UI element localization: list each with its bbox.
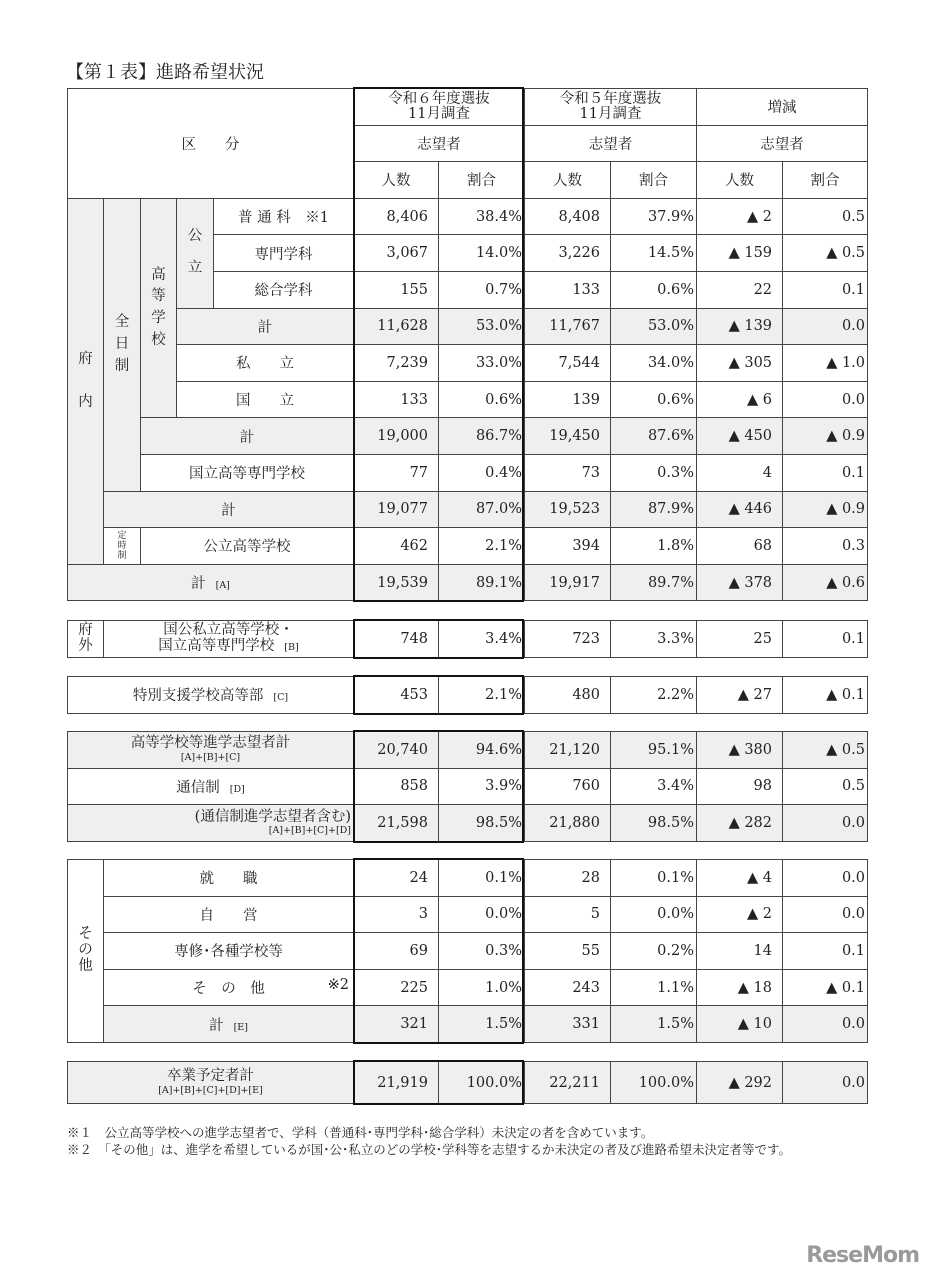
diff-ninzu-cell: ▲ 292 xyxy=(697,1062,783,1104)
row-label: 専門学科 xyxy=(214,235,354,272)
row-label: 総合学科 xyxy=(214,271,354,308)
r5-ninzu-cell: 22,211 xyxy=(525,1062,611,1104)
r5-wariai-cell: 98.5% xyxy=(611,805,697,842)
r6-ninzu-cell: 858 xyxy=(354,768,439,805)
funai-label: 府 内 xyxy=(68,198,104,564)
r6-wariai-cell: 33.0% xyxy=(439,345,525,382)
r6-ninzu-cell: 19,539 xyxy=(354,564,439,601)
table-row xyxy=(68,308,868,345)
diff-wariai-cell: 0.0 xyxy=(783,1062,868,1104)
table-row xyxy=(68,933,868,970)
diff-wariai-cell: 0.5 xyxy=(783,198,868,235)
r5-ninzu-cell: 8,408 xyxy=(525,198,611,235)
table-row xyxy=(68,345,868,382)
r6-wariai-cell: 1.5% xyxy=(439,1006,525,1043)
r5-ninzu-cell: 133 xyxy=(525,271,611,308)
koto-label: 高 等 学 校 xyxy=(141,198,177,418)
footnote-1: ※１ 公立高等学校への進学志望者で、学科（普通科･専門学科･総合学科）未決定の者を含めています。 xyxy=(67,1125,654,1140)
tag-b: [B] xyxy=(284,641,299,653)
diff-ninzu-cell: ▲ 450 xyxy=(697,418,783,455)
diff-ninzu-cell: ▲ 2 xyxy=(697,896,783,933)
r5-ninzu-cell: 11,767 xyxy=(525,308,611,345)
r5-wariai-cell: 2.2% xyxy=(611,677,697,714)
wariai-header: 割合 xyxy=(611,162,697,199)
table-row xyxy=(68,621,868,658)
row-label: 普 通 科 ※1 xyxy=(214,198,354,235)
row-label: 高等学校等進学志望者計 [A]+[B]+[C] xyxy=(68,732,354,769)
row-label: 国立高等専門学校 xyxy=(141,454,354,491)
row-label: 通信制 [D] xyxy=(68,768,354,805)
shibosha-header: 志望者 xyxy=(354,125,525,162)
r5-wariai-cell: 1.5% xyxy=(611,1006,697,1043)
r5-ninzu-cell: 331 xyxy=(525,1006,611,1043)
row-label: 自 営 xyxy=(104,896,354,933)
r5-ninzu-cell: 723 xyxy=(525,621,611,658)
diff-ninzu-cell: ▲ 18 xyxy=(697,969,783,1006)
sonota-block xyxy=(67,859,867,1043)
row-label: 就 職 xyxy=(104,860,354,897)
r5-wariai-cell: 53.0% xyxy=(611,308,697,345)
r6-wariai-cell: 2.1% xyxy=(439,528,525,565)
diff-ninzu-cell: 68 xyxy=(697,528,783,565)
diff-wariai-cell: 0.1 xyxy=(783,454,868,491)
ninzu-header: 人数 xyxy=(525,162,611,199)
tag-a: [A] xyxy=(215,580,230,592)
r5-ninzu-cell: 19,917 xyxy=(525,564,611,601)
r6-wariai-cell: 0.4% xyxy=(439,454,525,491)
koritsu-label: 公 立 xyxy=(177,198,214,308)
diff-ninzu-cell: ▲ 4 xyxy=(697,860,783,897)
r5-ninzu-cell: 21,120 xyxy=(525,732,611,769)
wariai-header: 割合 xyxy=(439,162,525,199)
diff-wariai-cell: ▲ 0.1 xyxy=(783,677,868,714)
footnote-2: ※２ 「その他」は、進学を希望しているが国･公･私立のどの学校･学科等を志望するか未決定の者及び進路希望未決定者等です。 xyxy=(67,1142,792,1157)
table-row xyxy=(68,1006,868,1043)
row-label: 公立高等学校 xyxy=(141,528,354,565)
table-row xyxy=(68,768,868,805)
row-label: 計 [A] xyxy=(68,564,354,601)
table-row xyxy=(68,805,868,842)
r5-wariai-cell: 3.4% xyxy=(611,768,697,805)
table-row xyxy=(68,969,868,1006)
r5-ninzu-cell: 243 xyxy=(525,969,611,1006)
table-row xyxy=(68,528,868,565)
r6-wariai-cell: 0.0% xyxy=(439,896,525,933)
r5-ninzu-cell: 3,226 xyxy=(525,235,611,272)
zennichi-label: 全 日 制 xyxy=(104,198,141,491)
r6-wariai-cell: 94.6% xyxy=(439,732,525,769)
r6-ninzu-cell: 462 xyxy=(354,528,439,565)
table-row xyxy=(68,491,868,528)
r6-wariai-cell: 38.4% xyxy=(439,198,525,235)
diff-wariai-cell: 0.0 xyxy=(783,896,868,933)
r6-ninzu-cell: 3,067 xyxy=(354,235,439,272)
diff-wariai-cell: 0.1 xyxy=(783,621,868,658)
diff-wariai-cell: ▲ 1.0 xyxy=(783,345,868,382)
diff-wariai-cell: 0.3 xyxy=(783,528,868,565)
table-row xyxy=(68,454,868,491)
row-label: 特別支援学校高等部 [C] xyxy=(68,677,354,714)
r6-wariai-cell: 1.0% xyxy=(439,969,525,1006)
r5-wariai-cell: 100.0% xyxy=(611,1062,697,1104)
r6-wariai-cell: 87.0% xyxy=(439,491,525,528)
tokubetsu-block xyxy=(67,676,867,714)
main-block xyxy=(67,88,867,601)
diff-ninzu-cell: ▲ 139 xyxy=(697,308,783,345)
r6-ninzu-cell: 453 xyxy=(354,677,439,714)
r5-ninzu-cell: 394 xyxy=(525,528,611,565)
teiji-label: 定 時 制 xyxy=(104,528,141,565)
r6-wariai-cell: 98.5% xyxy=(439,805,525,842)
r5-ninzu-cell: 21,880 xyxy=(525,805,611,842)
r5-ninzu-cell: 7,544 xyxy=(525,345,611,382)
diff-ninzu-cell: 14 xyxy=(697,933,783,970)
diff-ninzu-cell: ▲ 380 xyxy=(697,732,783,769)
diff-wariai-cell: 0.0 xyxy=(783,805,868,842)
r5-wariai-cell: 87.6% xyxy=(611,418,697,455)
row-label: 計 xyxy=(104,491,354,528)
r5-wariai-cell: 1.8% xyxy=(611,528,697,565)
row-label: そ の 他 ※2 xyxy=(104,969,354,1006)
r6-ninzu-cell: 19,077 xyxy=(354,491,439,528)
table-row xyxy=(68,564,868,601)
r6-ninzu-cell: 155 xyxy=(354,271,439,308)
r6-wariai-cell: 100.0% xyxy=(439,1062,525,1104)
table-row xyxy=(68,1062,868,1104)
ninzu-header: 人数 xyxy=(354,162,439,199)
r6-wariai-cell: 86.7% xyxy=(439,418,525,455)
r5-wariai-cell: 1.1% xyxy=(611,969,697,1006)
r5-header-sub: 11月調査 xyxy=(579,105,642,122)
r5-ninzu-cell: 5 xyxy=(525,896,611,933)
diff-ninzu-cell: 98 xyxy=(697,768,783,805)
r6-ninzu-cell: 8,406 xyxy=(354,198,439,235)
table-title: 【第１表】進路希望状況 xyxy=(66,62,264,83)
diff-wariai-cell: ▲ 0.6 xyxy=(783,564,868,601)
r6-ninzu-cell: 69 xyxy=(354,933,439,970)
table-row xyxy=(68,677,868,714)
diff-wariai-cell: 0.0 xyxy=(783,860,868,897)
row-label: 国立高等専門学校 xyxy=(158,637,275,654)
row-label: (通信制進学志望者含む) [A]+[B]+[C]+[D] xyxy=(68,805,354,842)
r6-wariai-cell: 0.3% xyxy=(439,933,525,970)
diff-ninzu-cell: ▲ 446 xyxy=(697,491,783,528)
table-row xyxy=(68,732,868,769)
r5-header: 令和５年度選抜 xyxy=(559,90,662,107)
ninzu-header: 人数 xyxy=(697,162,783,199)
r5-wariai-cell: 14.5% xyxy=(611,235,697,272)
r6-wariai-cell: 3.9% xyxy=(439,768,525,805)
table-row xyxy=(68,198,868,235)
r6-ninzu-cell: 21,598 xyxy=(354,805,439,842)
diff-wariai-cell: 0.0 xyxy=(783,1006,868,1043)
r5-ninzu-cell: 28 xyxy=(525,860,611,897)
r5-ninzu-cell: 73 xyxy=(525,454,611,491)
r6-ninzu-cell: 321 xyxy=(354,1006,439,1043)
sotsugyo-block xyxy=(67,1061,867,1104)
row-label: 計 [E] xyxy=(104,1006,354,1043)
r5-wariai-cell: 37.9% xyxy=(611,198,697,235)
tag-c: [C] xyxy=(273,692,289,704)
r6-ninzu-cell: 225 xyxy=(354,969,439,1006)
row-label: 国 立 xyxy=(177,381,354,418)
shingaku-block xyxy=(67,731,867,842)
table-row xyxy=(68,381,868,418)
r6-ninzu-cell: 748 xyxy=(354,621,439,658)
r6-wariai-cell: 0.1% xyxy=(439,860,525,897)
resemom-logo: ReseMom xyxy=(806,1243,919,1268)
table-row xyxy=(68,860,868,897)
r5-wariai-cell: 0.6% xyxy=(611,381,697,418)
diff-wariai-cell: 0.5 xyxy=(783,768,868,805)
r5-ninzu-cell: 55 xyxy=(525,933,611,970)
r5-wariai-cell: 95.1% xyxy=(611,732,697,769)
diff-ninzu-cell: ▲ 282 xyxy=(697,805,783,842)
table-row xyxy=(68,896,868,933)
diff-wariai-cell: 0.1 xyxy=(783,933,868,970)
diff-ninzu-cell: ▲ 10 xyxy=(697,1006,783,1043)
row-label: 専修･各種学校等 xyxy=(104,933,354,970)
r6-ninzu-cell: 24 xyxy=(354,860,439,897)
row-label: 計 xyxy=(177,308,354,345)
r6-wariai-cell: 0.6% xyxy=(439,381,525,418)
r6-ninzu-cell: 7,239 xyxy=(354,345,439,382)
fugai-block xyxy=(67,620,867,658)
r6-header: 令和６年度選抜 xyxy=(388,90,490,107)
r5-wariai-cell: 0.1% xyxy=(611,860,697,897)
kubun-header: 区 分 xyxy=(68,89,354,199)
row-label: 計 xyxy=(141,418,354,455)
r6-ninzu-cell: 20,740 xyxy=(354,732,439,769)
shibosha-header: 志望者 xyxy=(525,125,697,162)
row-label: 私 立 xyxy=(177,345,354,382)
diff-ninzu-cell: ▲ 159 xyxy=(697,235,783,272)
diff-wariai-cell: 0.1 xyxy=(783,271,868,308)
tag-e: [E] xyxy=(233,1021,248,1033)
r6-wariai-cell: 3.4% xyxy=(439,621,525,658)
diff-wariai-cell: ▲ 0.9 xyxy=(783,418,868,455)
r5-wariai-cell: 0.2% xyxy=(611,933,697,970)
wariai-header: 割合 xyxy=(783,162,868,199)
r6-ninzu-cell: 77 xyxy=(354,454,439,491)
r5-wariai-cell: 0.3% xyxy=(611,454,697,491)
diff-wariai-cell: ▲ 0.5 xyxy=(783,235,868,272)
r5-ninzu-cell: 139 xyxy=(525,381,611,418)
r6-ninzu-cell: 21,919 xyxy=(354,1062,439,1104)
r5-ninzu-cell: 760 xyxy=(525,768,611,805)
r6-ninzu-cell: 19,000 xyxy=(354,418,439,455)
r6-ninzu-cell: 11,628 xyxy=(354,308,439,345)
row-label: 国公私立高等学校・ xyxy=(163,621,294,638)
r6-wariai-cell: 89.1% xyxy=(439,564,525,601)
r6-wariai-cell: 2.1% xyxy=(439,677,525,714)
diff-ninzu-cell: 4 xyxy=(697,454,783,491)
diff-wariai-cell: 0.0 xyxy=(783,381,868,418)
r5-wariai-cell: 89.7% xyxy=(611,564,697,601)
r5-wariai-cell: 34.0% xyxy=(611,345,697,382)
r5-wariai-cell: 3.3% xyxy=(611,621,697,658)
diff-wariai-cell: ▲ 0.9 xyxy=(783,491,868,528)
r6-ninzu-cell: 133 xyxy=(354,381,439,418)
r6-wariai-cell: 53.0% xyxy=(439,308,525,345)
diff-wariai-cell: ▲ 0.1 xyxy=(783,969,868,1006)
r5-wariai-cell: 87.9% xyxy=(611,491,697,528)
r5-ninzu-cell: 19,523 xyxy=(525,491,611,528)
row-label: 卒業予定者計 [A]+[B]+[C]+[D]+[E] xyxy=(68,1062,354,1104)
diff-ninzu-cell: ▲ 378 xyxy=(697,564,783,601)
r6-wariai-cell: 14.0% xyxy=(439,235,525,272)
r6-wariai-cell: 0.7% xyxy=(439,271,525,308)
r5-ninzu-cell: 480 xyxy=(525,677,611,714)
r5-wariai-cell: 0.0% xyxy=(611,896,697,933)
footnotes xyxy=(67,1124,887,1158)
diff-wariai-cell: ▲ 0.5 xyxy=(783,732,868,769)
diff-header: 増減 xyxy=(697,89,868,126)
diff-ninzu-cell: ▲ 305 xyxy=(697,345,783,382)
diff-ninzu-cell: 22 xyxy=(697,271,783,308)
diff-wariai-cell: 0.0 xyxy=(783,308,868,345)
tag-d: [D] xyxy=(229,783,245,795)
sonota-label: そ の 他 xyxy=(68,860,104,1043)
note-2: ※2 xyxy=(327,977,349,994)
diff-ninzu-cell: ▲ 2 xyxy=(697,198,783,235)
diff-ninzu-cell: ▲ 27 xyxy=(697,677,783,714)
fugai-label: 府 外 xyxy=(68,621,104,658)
r5-ninzu-cell: 19,450 xyxy=(525,418,611,455)
r6-ninzu-cell: 3 xyxy=(354,896,439,933)
shibosha-header: 志望者 xyxy=(697,125,868,162)
diff-ninzu-cell: ▲ 6 xyxy=(697,381,783,418)
r5-wariai-cell: 0.6% xyxy=(611,271,697,308)
r6-header-sub: 11月調査 xyxy=(408,105,470,122)
table-row xyxy=(68,418,868,455)
diff-ninzu-cell: 25 xyxy=(697,621,783,658)
